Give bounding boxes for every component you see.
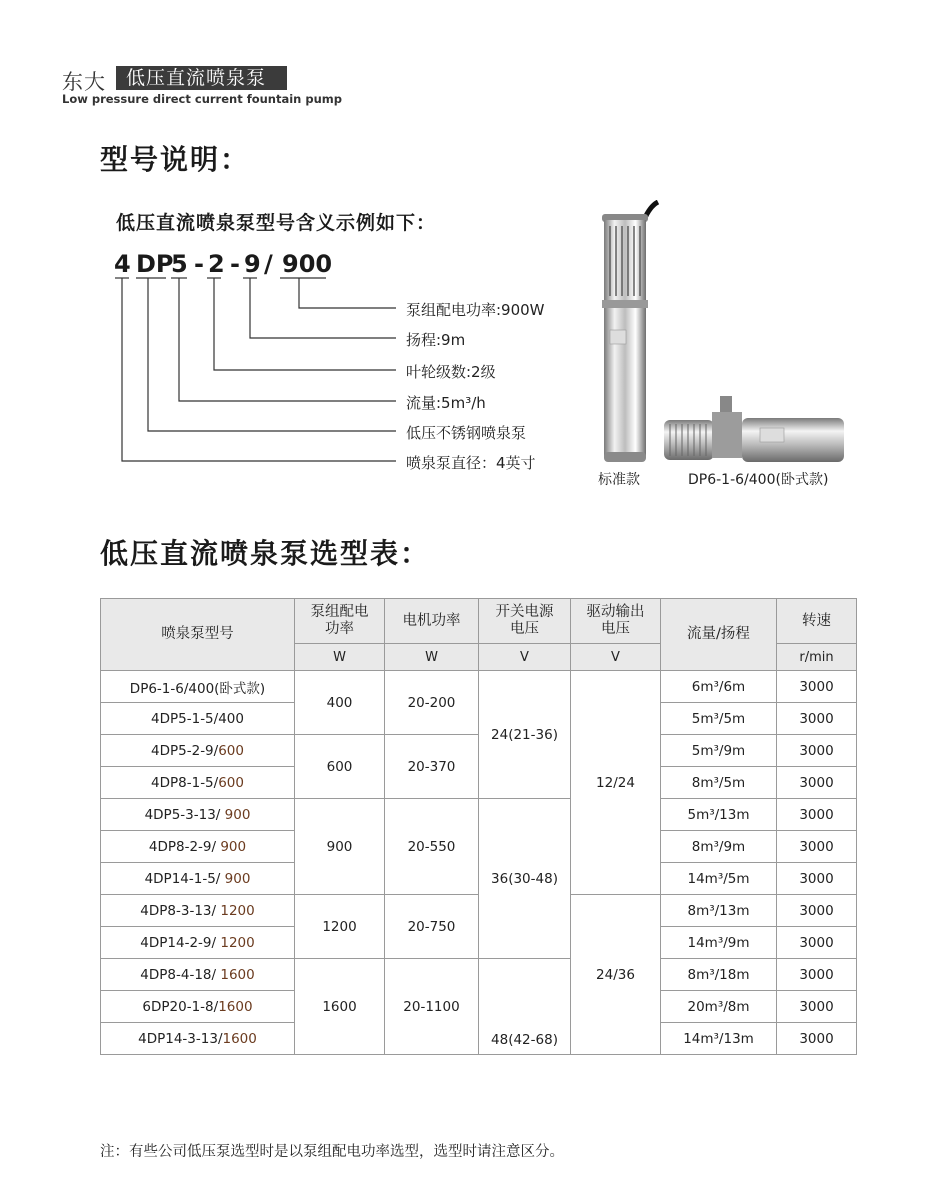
code-part-type: DP	[136, 250, 174, 278]
table-row-model: DP6-1-6/400(卧式款)	[101, 671, 295, 703]
drive-group: 24/36	[571, 895, 661, 1055]
speed: 3000	[777, 703, 857, 735]
brand-name: 东大	[62, 70, 106, 94]
speed: 3000	[777, 671, 857, 703]
explanation-power: 泵组配电功率:900W	[406, 301, 545, 319]
power-group: 400	[295, 671, 385, 735]
switch-group: 24(21-36)	[479, 671, 571, 799]
model-explanation-heading: 型号说明：	[100, 143, 251, 176]
explanation-diameter: 喷泉泵直径：4英寸	[406, 454, 536, 472]
code-part-diameter: 4	[114, 250, 131, 278]
flow-head: 5m³/9m	[661, 735, 777, 767]
header-switch: 开关电源电压	[479, 599, 571, 644]
horizontal-pump-image	[664, 396, 846, 466]
header-flow: 流量/扬程	[661, 599, 777, 671]
header-motor: 电机功率	[385, 599, 479, 644]
explanation-head: 扬程:9m	[406, 331, 466, 349]
code-part-power: 900	[282, 250, 333, 278]
speed: 3000	[777, 863, 857, 895]
drive-group: 12/24	[571, 671, 661, 895]
power-group: 1600	[295, 959, 385, 1055]
code-part-head: 9	[244, 250, 261, 278]
motor-group: 20-750	[385, 895, 479, 959]
caption-standard: 标准款	[598, 472, 640, 488]
switch-group: 36(30-48)	[479, 799, 571, 959]
power-group: 600	[295, 735, 385, 799]
speed: 3000	[777, 959, 857, 991]
unit-drive: V	[571, 644, 661, 671]
motor-group: 20-1100	[385, 959, 479, 1055]
vertical-pump-image	[592, 200, 662, 466]
selection-table	[100, 598, 857, 1055]
flow-head: 14m³/13m	[661, 1023, 777, 1055]
speed: 3000	[777, 799, 857, 831]
speed: 3000	[777, 767, 857, 799]
motor-group: 20-370	[385, 735, 479, 799]
header-model: 喷泉泵型号	[101, 599, 295, 671]
flow-head: 5m³/5m	[661, 703, 777, 735]
explanation-type: 低压不锈钢喷泉泵	[406, 424, 527, 442]
table-row-model: 4DP5-3-13/ 900	[101, 799, 295, 831]
code-part-flow: 5	[171, 250, 188, 278]
motor-group: 20-550	[385, 799, 479, 895]
selection-table-heading: 低压直流喷泉泵选型表：	[100, 537, 431, 570]
power-group: 1200	[295, 895, 385, 959]
page-subtitle: Low pressure direct current fountain pump	[62, 92, 343, 106]
explanation-flow: 流量:5m³/h	[406, 394, 486, 412]
power-group: 900	[295, 799, 385, 895]
switch-group: 48(42-68)	[479, 959, 571, 1055]
code-part-stages: 2	[208, 250, 225, 278]
table-row-model: 4DP8-1-5/600	[101, 767, 295, 799]
flow-head: 6m³/6m	[661, 671, 777, 703]
code-part-slash: /	[264, 250, 273, 278]
flow-head: 8m³/13m	[661, 895, 777, 927]
speed: 3000	[777, 735, 857, 767]
footnote: 注：有些公司低压泵选型时是以泵组配电功率选型，选型时请注意区分。	[100, 1144, 564, 1160]
motor-group: 20-200	[385, 671, 479, 735]
speed: 3000	[777, 1023, 857, 1055]
table-row-model: 4DP14-2-9/ 1200	[101, 927, 295, 959]
model-intro: 低压直流喷泉泵型号含义示例如下：	[116, 212, 437, 234]
speed: 3000	[777, 991, 857, 1023]
unit-switch: V	[479, 644, 571, 671]
header-speed: 转速	[777, 599, 857, 644]
leader-lines	[100, 270, 400, 470]
flow-head: 20m³/8m	[661, 991, 777, 1023]
table-row-model: 4DP14-1-5/ 900	[101, 863, 295, 895]
speed: 3000	[777, 895, 857, 927]
unit-power: W	[295, 644, 385, 671]
speed: 3000	[777, 927, 857, 959]
unit-motor: W	[385, 644, 479, 671]
page-title-box: 低压直流喷泉泵	[116, 66, 287, 90]
unit-speed: r/min	[777, 644, 857, 671]
speed: 3000	[777, 831, 857, 863]
flow-head: 14m³/5m	[661, 863, 777, 895]
flow-head: 5m³/13m	[661, 799, 777, 831]
table-row-model: 4DP8-2-9/ 900	[101, 831, 295, 863]
table-row-model: 4DP5-2-9/600	[101, 735, 295, 767]
table-row-model: 4DP14-3-13/1600	[101, 1023, 295, 1055]
table-row-model: 4DP8-4-18/ 1600	[101, 959, 295, 991]
code-part-dash: -	[230, 250, 240, 278]
table-row-model: 6DP20-1-8/1600	[101, 991, 295, 1023]
table-row-model: 4DP5-1-5/400	[101, 703, 295, 735]
caption-horizontal: DP6-1-6/400(卧式款)	[688, 472, 829, 488]
flow-head: 8m³/9m	[661, 831, 777, 863]
table-row-model: 4DP8-3-13/ 1200	[101, 895, 295, 927]
flow-head: 8m³/18m	[661, 959, 777, 991]
code-part-dash: -	[194, 250, 204, 278]
flow-head: 14m³/9m	[661, 927, 777, 959]
header-drive: 驱动输出电压	[571, 599, 661, 644]
explanation-stages: 叶轮级数:2级	[406, 363, 496, 381]
header-power: 泵组配电功率	[295, 599, 385, 644]
flow-head: 8m³/5m	[661, 767, 777, 799]
